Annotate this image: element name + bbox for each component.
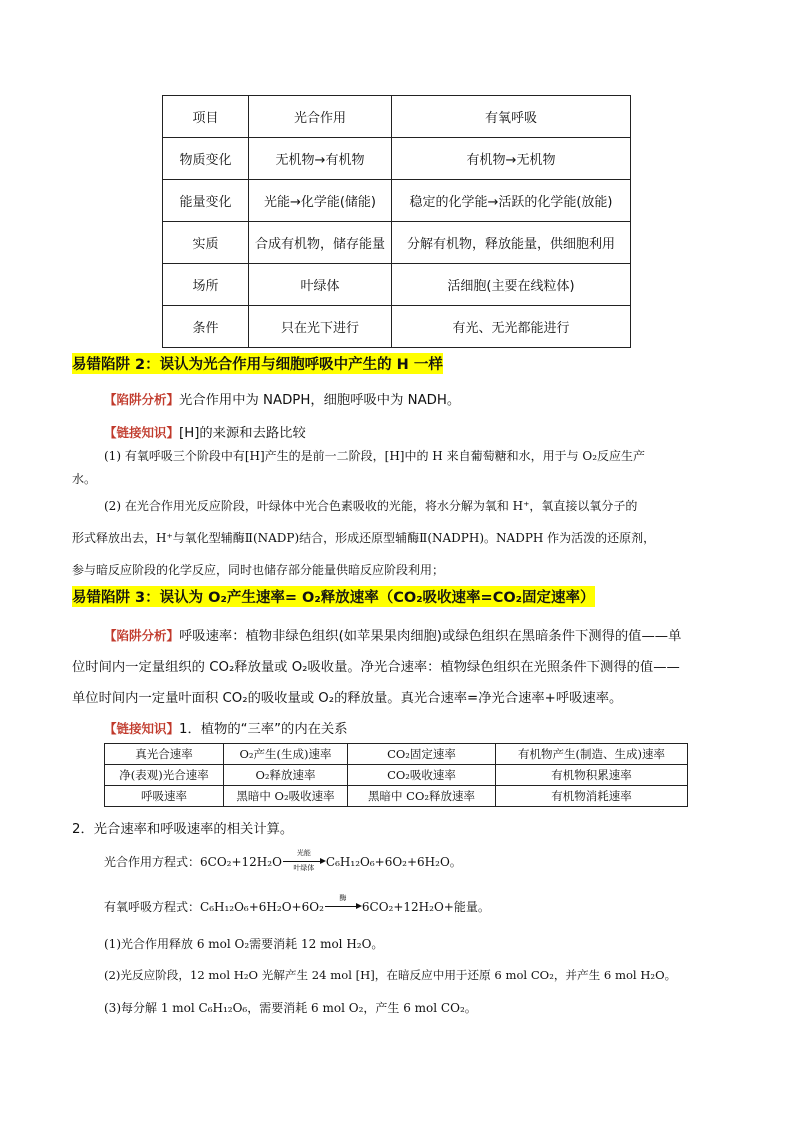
- calc-note-2: (2)光反应阶段，12 mol H₂O 光解产生 24 mol [H]，在暗反应中用于还原 6 mol CO₂，并产生 6 mol H₂O。: [104, 968, 677, 982]
- analysis-text: 呼吸速率：植物非绿色组织(如苹果果肉细胞)或绿色组织在黑暗条件下测得的值——单: [179, 629, 682, 644]
- link-text: 1．植物的“三率”的内在关系: [179, 722, 348, 737]
- table-cell: 分解有机物，释放能量，供细胞利用: [392, 222, 631, 264]
- analysis-text: 光合作用中为 NADPH，细胞呼吸中为 NADH。: [179, 393, 461, 408]
- equation-reactants: C₆H₁₂O₆+6H₂O+6O₂: [200, 900, 324, 914]
- table-cell: 条件: [163, 306, 249, 348]
- reaction-arrow-icon: [324, 894, 362, 913]
- table-row: [105, 786, 688, 807]
- link-tag: 【链接知识】: [104, 425, 180, 440]
- table-cell: 黑暗中 O₂吸收速率: [224, 786, 348, 807]
- table-cell: O₂产生(生成)速率: [224, 744, 348, 765]
- table-cell: 光合作用: [249, 96, 392, 138]
- table-cell: 只在光下进行: [249, 306, 392, 348]
- trap2-analysis: [104, 389, 460, 408]
- calc-heading: 2．光合速率和呼吸速率的相关计算。: [72, 822, 294, 837]
- table-cell: 能量变化: [163, 180, 249, 222]
- table-row: [163, 306, 631, 348]
- photosynthesis-equation: [104, 849, 462, 872]
- three-rates-table: [104, 743, 688, 807]
- table-cell: 场所: [163, 264, 249, 306]
- table-cell: 无机物→有机物: [249, 138, 392, 180]
- table-cell: 活细胞(主要在线粒体): [392, 264, 631, 306]
- table-cell: 光能→化学能(储能): [249, 180, 392, 222]
- table-row: [105, 765, 688, 786]
- equation-label: 光合作用方程式：: [104, 855, 201, 869]
- link-tag: 【链接知识】: [104, 721, 180, 736]
- equation-products: C₆H₁₂O₆+6O₂+6H₂O。: [325, 855, 462, 869]
- calc-note-1: (1)光合作用释放 6 mol O₂需要消耗 12 mol H₂O。: [104, 937, 384, 951]
- trap2-paragraph2-line2: 形式释放出去，H⁺与氧化型辅酶Ⅱ(NADP)结合，形成还原型辅酶Ⅱ(NADPH)。NADPH 作为活泼的还原剂，: [72, 531, 656, 545]
- table-row: [163, 96, 631, 138]
- table-row: [163, 264, 631, 306]
- analysis-tag: 【陷阱分析】: [104, 392, 180, 407]
- trap3-link: [104, 718, 348, 737]
- table-cell: 有机物消耗速率: [496, 786, 688, 807]
- table-cell: 净(表观)光合速率: [105, 765, 224, 786]
- trap2-paragraph1-line1: (1) 有氧呼吸三个阶段中有[H]产生的是前一二阶段，[H]中的 H 来自葡萄糖和水，用于与 O₂反应生产: [104, 449, 646, 463]
- table-cell: 实质: [163, 222, 249, 264]
- equation-label: 有氧呼吸方程式：: [104, 900, 201, 914]
- table-cell: 项目: [163, 96, 249, 138]
- table-row: [163, 138, 631, 180]
- trap2-paragraph1-line2: 水。: [72, 472, 97, 486]
- table-cell: 有光、无光都能进行: [392, 306, 631, 348]
- table-cell: 真光合速率: [105, 744, 224, 765]
- trap3-analysis-line1: [104, 625, 681, 644]
- table-cell: 物质变化: [163, 138, 249, 180]
- table-cell: CO₂固定速率: [348, 744, 496, 765]
- calc-note-3: (3)每分解 1 mol C₆H₁₂O₆，需要消耗 6 mol O₂，产生 6 mol CO₂。: [104, 1001, 477, 1015]
- trap3-analysis-line3: 单位时间内一定量叶面积 CO₂的吸收量或 O₂的释放量。真光合速率=净光合速率+呼吸速率。: [72, 691, 623, 706]
- table-cell: 有机物产生(制造、生成)速率: [496, 744, 688, 765]
- table-cell: CO₂吸收速率: [348, 765, 496, 786]
- comparison-table: [162, 95, 631, 348]
- arrow-condition: 酶: [339, 894, 347, 902]
- trap2-paragraph2-line3: 参与暗反应阶段的化学反应，同时也储存部分能量供暗反应阶段利用；: [72, 563, 445, 577]
- equation-products: 6CO₂+12H₂O+能量。: [361, 900, 490, 914]
- table-cell: 黑暗中 CO₂释放速率: [348, 786, 496, 807]
- table-cell: 有机物→无机物: [392, 138, 631, 180]
- arrow-condition: 光能: [296, 849, 311, 857]
- link-text: [H]的来源和去路比较: [179, 426, 306, 441]
- trap2-heading: 易错陷阱 2：误认为光合作用与细胞呼吸中产生的 H 一样: [72, 353, 443, 374]
- table-cell: 稳定的化学能→活跃的化学能(放能): [392, 180, 631, 222]
- table-row: [163, 222, 631, 264]
- trap2-link: [104, 422, 306, 441]
- trap3-analysis-line2: 位时间内一定量组织的 CO₂释放量或 O₂吸收量。净光合速率：植物绿色组织在光照条件下测得的值——: [72, 660, 680, 675]
- analysis-tag: 【陷阱分析】: [104, 628, 180, 643]
- reaction-arrow-icon: [282, 849, 326, 872]
- table-cell: 呼吸速率: [105, 786, 224, 807]
- trap2-paragraph2-line1: (2) 在光合作用光反应阶段，叶绿体中光合色素吸收的光能，将水分解为氧和 H⁺，氧直接以氧分子的: [104, 499, 638, 513]
- table-cell: 合成有机物，储存能量: [249, 222, 392, 264]
- table-row: [163, 180, 631, 222]
- table-cell: O₂释放速率: [224, 765, 348, 786]
- equation-reactants: 6CO₂+12H₂O: [200, 855, 282, 869]
- table-cell: 有氧呼吸: [392, 96, 631, 138]
- table-cell: 有机物积累速率: [496, 765, 688, 786]
- table-row: [105, 744, 688, 765]
- table-cell: 叶绿体: [249, 264, 392, 306]
- arrow-location: 叶绿体: [293, 864, 315, 872]
- trap3-heading: 易错陷阱 3：误认为 O₂产生速率= O₂释放速率（CO₂吸收速率=CO₂固定速率）: [72, 586, 595, 607]
- respiration-equation: [104, 894, 490, 915]
